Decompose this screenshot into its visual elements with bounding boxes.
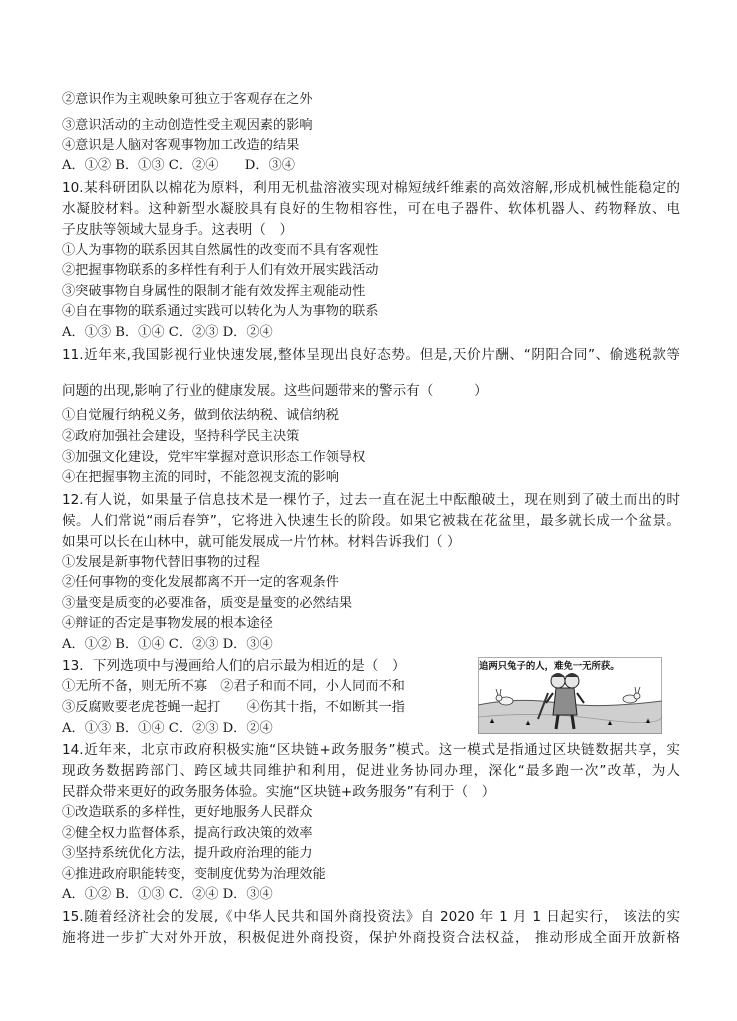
q14-option-1: ①改造联系的多样性，更好地服务人民群众 <box>62 805 313 820</box>
q11-option-2: ②政府加强社会建设，坚持科学民主决策 <box>62 429 300 444</box>
q13-options-line-1: ①无所不备，则无所不寡 ②君子和而不同，小人同而不和 <box>62 679 405 694</box>
q12-option-3: ③量变是质变的必要准备，质变是量变的必然结果 <box>62 596 353 611</box>
q9-option-3: ③意识活动的主动创造性受主观因素的影响 <box>62 118 313 133</box>
q10-option-2: ②把握事物联系的多样性有利于人们有效开展实践活动 <box>62 263 379 278</box>
q11-stem-line-2: 问题的出现,影响了行业的健康发展。这些问题带来的警示有（ ） <box>62 383 488 399</box>
q14-option-3: ③坚持系统优化方法，提升政府治理的能力 <box>62 846 313 861</box>
q9-option-4: ④意识是人脑对客观事物加工改造的结果 <box>62 138 300 153</box>
q14-stem-line-2: 现政务数据跨部门、跨区域共同维护和利用，促进业务协同办理，深化“最多跑一次”改革，为人 <box>62 763 680 779</box>
q12-option-1: ①发展是新事物代替旧事物的过程 <box>62 555 260 570</box>
q9-answer-choices: A．①② B．①③ C．②④ D．③④ <box>62 158 295 173</box>
q14-stem-line-1: 14.近年来，北京市政府积极实施“区块链+政务服务”模式。这一模式是指通过区块链数据共享，实 <box>62 742 680 758</box>
q12-answer-choices: A．①② B．①④ C．②③ D．③④ <box>62 637 273 652</box>
q13-options-line-2: ③反腐败要老虎苍蝇一起打 ④伤其十指，不如断其一指 <box>62 700 405 715</box>
q10-answer-choices: A．①③ B．①④ C．②③ D．②④ <box>62 325 273 340</box>
q15-stem-line-2: 施将进一步扩大对外开放，积极促进外商投资，保护外商投资合法权益， 推动形成全面开放新格 <box>62 930 680 946</box>
q11-option-3: ③加强文化建设，党牢牢掌握对意识形态工作领导权 <box>62 450 366 465</box>
q15-stem-line-1: 15.随着经济社会的发展,《中华人民共和国外商投资法》自 2020 年 1 月 1 日起实行， 该法的实 <box>62 909 680 925</box>
q14-option-4: ④推进政府职能转变，变制度优势为治理效能 <box>62 867 326 882</box>
cartoon-illustration <box>478 657 662 734</box>
q10-option-4: ④自在事物的联系通过实践可以转化为人为事物的联系 <box>62 304 379 319</box>
q12-option-4: ④辩证的否定是事物发展的根本途径 <box>62 616 273 631</box>
q10-option-3: ③突破事物自身属性的限制才能有效发挥主观能动性 <box>62 284 366 299</box>
q10-stem-line-2: 水凝胶材料。这种新型水凝胶具有良好的生物相容性，可在电子器件、软体机器人、药物释放、电 <box>62 201 680 217</box>
q11-option-1: ①自觉履行纳税义务，做到依法纳税、诚信纳税 <box>62 408 339 423</box>
q12-stem-line-2: 候。人们常说“雨后春笋”，它将进入快速生长的阶段。如果它被栽在花盆里，最多就长成一个盆景。 <box>62 513 680 529</box>
q9-option-2: ②意识作为主观映象可独立于客观存在之外 <box>62 92 313 107</box>
q13-stem: 13．下列选项中与漫画给人们的启示最为相近的是（ ） <box>62 658 406 674</box>
q13-answer-choices: A．①③ B．①④ C．②③ D．②④ <box>62 721 273 736</box>
q14-option-2: ②健全权力监督体系，提高行政决策的效率 <box>62 826 313 841</box>
q10-option-1: ①人为事物的联系因其自然属性的改变而不具有客观性 <box>62 243 379 258</box>
q11-stem-line-1: 11.近年来,我国影视行业快速发展,整体呈现出良好态势。但是,天价片酬、“阴阳合同”、偷逃税款等 <box>62 347 680 363</box>
q14-stem-line-3: 民群众带来更好的政务服务体验。实施“区块链+政务服务”有利于（ ） <box>62 784 496 800</box>
q10-stem-line-1: 10.某科研团队以棉花为原料，利用无机盐溶液实现对棉短绒纤维素的高效溶解,形成机械性能稳定的 <box>62 180 680 196</box>
q11-option-4: ④在把握事物主流的同时，不能忽视支流的影响 <box>62 470 339 485</box>
q14-answer-choices: A．①② B．①③ C．②④ D．③④ <box>62 887 273 902</box>
cartoon-two-rabbits <box>478 657 662 734</box>
q12-stem-line-1: 12.有人说，如果量子信息技术是一棵竹子，过去一直在泥土中酝酿破土，现在则到了破土而出的时 <box>62 492 680 508</box>
cartoon-caption: 追两只兔子的人，难免一无所获。 <box>479 661 620 672</box>
q12-stem-line-3: 如果可以长在山林中，就可能发展成一片竹林。材料告诉我们（ ） <box>62 534 461 550</box>
q12-option-2: ②任何事物的变化发展都离不开一定的客观条件 <box>62 575 339 590</box>
q10-stem-line-3: 子皮肤等领域大显身手。这表明（ ） <box>62 222 294 238</box>
